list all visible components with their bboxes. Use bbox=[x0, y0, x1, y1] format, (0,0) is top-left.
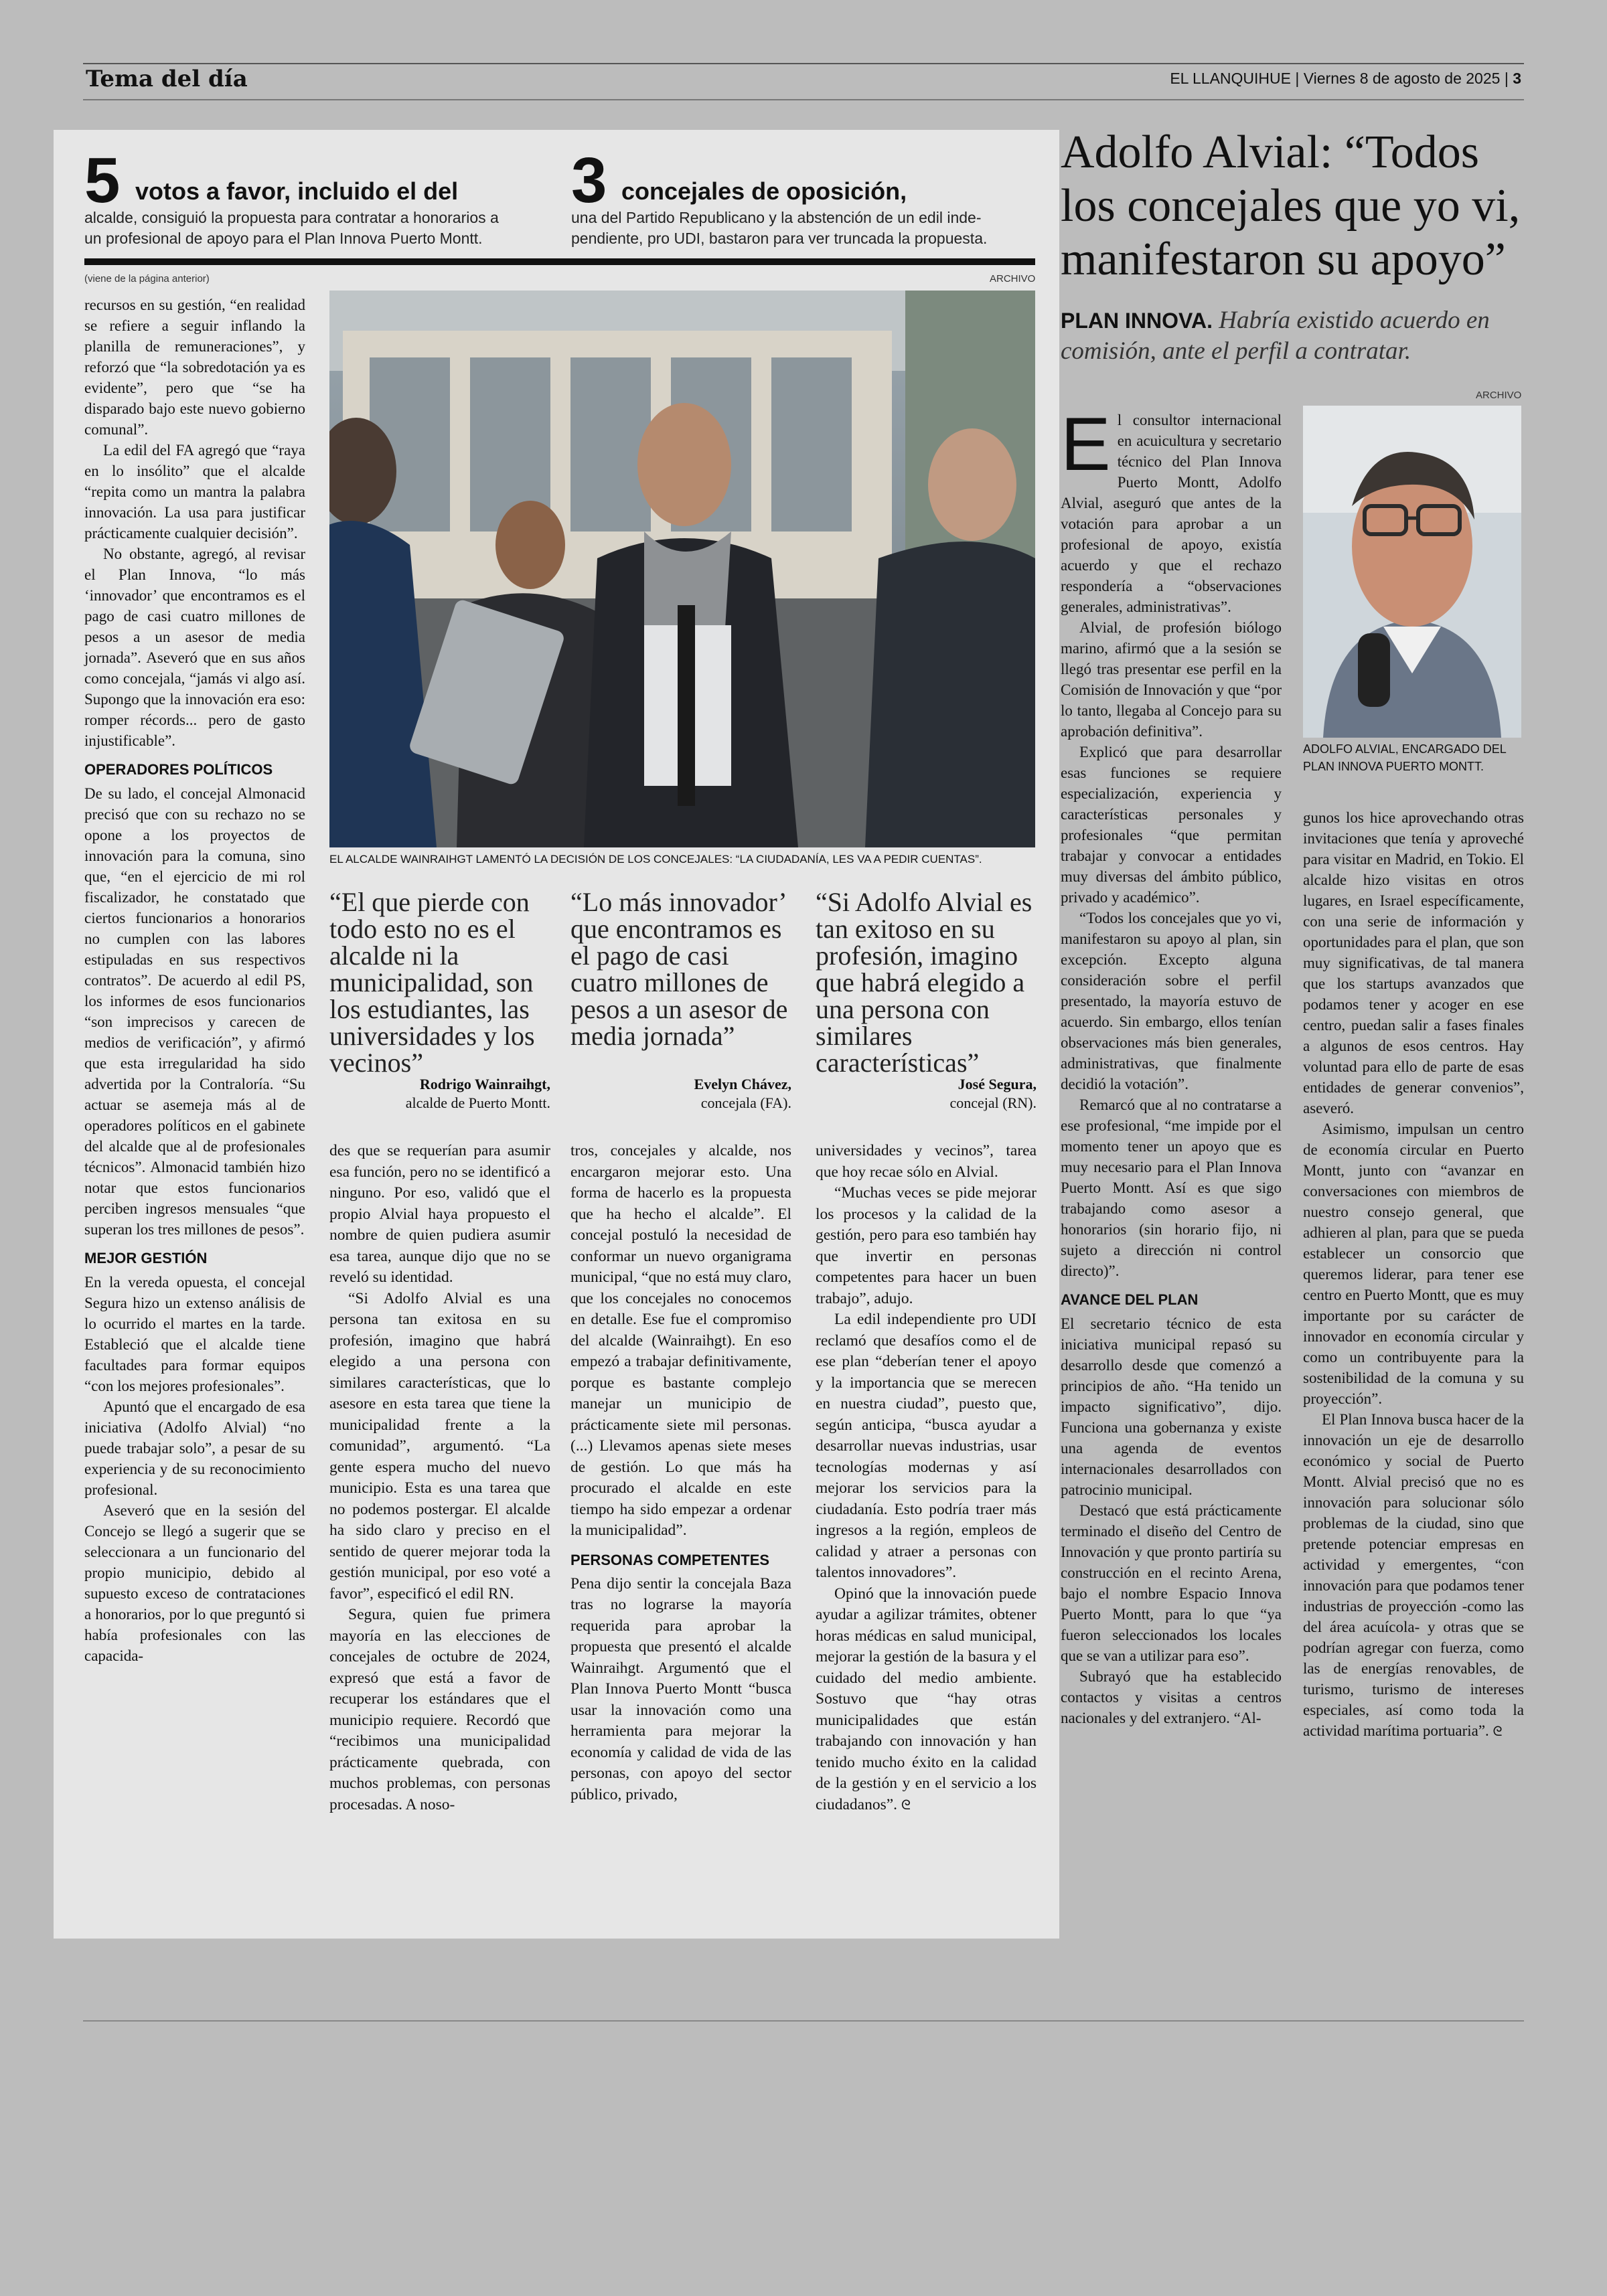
paragraph: Subrayó que ha establecido contactos y visitas a centros nacionales y del extranjero. “Al- bbox=[1061, 1668, 1282, 1726]
paragraph bbox=[816, 1584, 1037, 1816]
section-title: Tema del día bbox=[86, 66, 248, 92]
quote-2: “Lo más innovador’ que encontramos es el pago de casi cuatro millones de pesos a un asesor de media jornada” bbox=[570, 887, 788, 1051]
quote-3-role: concejal (RN). bbox=[949, 1094, 1037, 1111]
article-column-2 bbox=[329, 1141, 550, 1917]
footer-rule bbox=[83, 2020, 1524, 2022]
article-column-1 bbox=[84, 295, 305, 1914]
quote-3-name: José Segura, bbox=[958, 1076, 1037, 1092]
right-column-1 bbox=[1061, 402, 1282, 1916]
subheading: MEJOR GESTIÓN bbox=[84, 1250, 208, 1266]
paragraph: “Muchas veces se pide mejorar los procesos y la calidad de la gestión, pero para eso también hay que invertir en personas competentes para hacer un buen trabajo”, adujo. bbox=[816, 1184, 1037, 1307]
header-rule-top bbox=[83, 63, 1524, 64]
paragraph-text: El Plan Innova busca hacer de la innovación un eje de desarrollo económico y social de Puerto Montt. Alvial precisó que no es innovación para solucionar sólo problemas de la ciudad, sino que pretende potenciar empresas en actividad y emergentes, “con innovación para que podamos tener industrias de proyección -como las del área acuícola- y otras que se podrían agregar con fuerza, como las de energías renovables, de turismo, turismo de intereses especiales, así como toda la actividad marítima portuaria”. bbox=[1303, 1411, 1524, 1739]
subheading: AVANCE DEL PLAN bbox=[1061, 1291, 1199, 1308]
stat-heading: concejales de oposición, bbox=[621, 177, 907, 205]
paper-date: Viernes 8 de agosto de 2025 bbox=[1303, 70, 1501, 87]
quote-2-name: Evelyn Chávez, bbox=[694, 1076, 791, 1092]
portrait-caption-line1: ADOLFO ALVIAL, ENCARGADO DEL bbox=[1303, 742, 1507, 756]
main-photo bbox=[329, 291, 1035, 847]
stat-sub: una del Partido Republicano y la abstención de un edil inde- bbox=[571, 209, 982, 226]
paragraph bbox=[1303, 1409, 1524, 1742]
paragraph: De su lado, el concejal Almonacid precisó que con su rechazo no se opone a los proyectos de innovación para la comuna, sino que, “en el ejercicio de mi rol fiscalizador, he constatado que ciertos funcionarios a honorarios no cumplen con las labores estipuladas en sus respectivos contratos”. De acuerdo al edil PS, los informes de esos funcionarios “son imprecisos y carecen de medios de verificación”, y afirmó que esta irregularidad ha sido advertida por la Contraloría. “Su actuar se asemeja más al de operadores políticos en el gabinete del alcalde que al de profesionales técnicos”. Almonacid también hizo notar que estos funcionarios perciben ingresos mensuales “que superan los tres millones de pesos”. bbox=[84, 785, 305, 1238]
paper-name: EL LLANQUIHUE bbox=[1170, 70, 1291, 87]
portrait-caption bbox=[1303, 740, 1524, 775]
portrait-caption-line2: PLAN INNOVA PUERTO MONTT. bbox=[1303, 760, 1484, 773]
main-photo-image bbox=[329, 291, 1035, 847]
right-kicker bbox=[1061, 305, 1529, 367]
article-column-4 bbox=[816, 1141, 1037, 1917]
drop-cap: E bbox=[1061, 402, 1111, 486]
end-mark: ᘓ bbox=[901, 1796, 911, 1813]
stat-heading: votos a favor, incluido el del bbox=[135, 177, 459, 205]
stats-rule bbox=[84, 258, 1035, 265]
paper-info: EL LLANQUIHUE | Viernes 8 de agosto de 2025 | 3 bbox=[1170, 70, 1521, 87]
page-number: 3 bbox=[1513, 70, 1521, 87]
archive-credit: ARCHIVO bbox=[1476, 390, 1522, 401]
quote-1: “El que pierde con todo esto no es el alcalde ni la municipalidad, son los estudiantes, las universidades y los vecinos” bbox=[329, 887, 535, 1078]
stat-sub: pendiente, pro UDI, bastaron para ver truncada la propuesta. bbox=[571, 230, 988, 247]
quote-2-author bbox=[570, 1075, 791, 1113]
header-rule-bottom bbox=[83, 99, 1524, 100]
kicker-label: PLAN INNOVA. bbox=[1061, 309, 1213, 333]
paragraph: Explicó que para desarrollar esas funciones se requiere especialización, experiencia y características personales y profesionales “que permitan trabajar y convocar a entidades muy diversas del ámbito público, privado y académico”. bbox=[1061, 744, 1282, 906]
subheading: OPERADORES POLÍTICOS bbox=[84, 761, 273, 778]
end-mark: ᘓ bbox=[1493, 1723, 1503, 1739]
subheading: PERSONAS COMPETENTES bbox=[570, 1551, 770, 1568]
paragraph: recursos en su gestión, “en realidad se refiere a seguir inflando la planilla de remuneraciones”, y reforzó que “la sobredotación ya es evidente”, pero que “se ha disparado bajo este nuevo gobierno comunal”. bbox=[84, 297, 305, 438]
paragraph: La edil del FA agregó que “raya en lo insólito” que el alcalde “repita como un mantra la palabra innovación. La usa para justificar prácticamente cualquier decisión”. bbox=[84, 442, 305, 542]
portrait-photo bbox=[1303, 406, 1521, 738]
paragraph: Asimismo, impulsan un centro de economía circular en Puerto Montt, junto con “avanzar en conversaciones con miembros de nuestro consejo general, que adhieren al plan, para que se pueda establecer un consorcio que queremos liderar, para tener ese centro en Puerto Montt, que es muy importante por su carácter de innovador en economía circular y como un contribuyente para la sostenibilidad de la comuna y su proyección”. bbox=[1303, 1121, 1524, 1407]
paragraph: Destacó que está prácticamente terminado el diseño del Centro de Innovación y que pronto partiría su construcción en el recinto Arena, bajo el nombre Espacio Innova Puerto Montt, para lo que “ya fueron seleccionados los locales que se van a utilizar para eso”. bbox=[1061, 1502, 1282, 1664]
paragraph: Segura, quien fue primera mayoría en las elecciones de concejales de octubre de 2024, expresó que está a favor de recuperar los estándares que el municipio requiere. Recordó que “recibimos una municipalidad prácticamente quebrada, con muchos problemas, con personas procesadas. A noso- bbox=[329, 1606, 550, 1813]
paragraph: Apuntó que el encargado de esa iniciativa (Adolfo Alvial) “no puede trabajar solo”, a pesar de su experiencia y de su reconocimiento profesional. bbox=[84, 1398, 305, 1498]
paragraph: El secretario técnico de esta iniciativa municipal repasó su desarrollo desde que comenzó a principios de año. “Ha tenido un impacto significativo”, dijo. Funciona una gobernanza y existe una agenda de eventos internacionales desarrollados con patrocinio municipal. bbox=[1061, 1315, 1282, 1498]
article-column-3 bbox=[570, 1141, 791, 1917]
quote-3-author bbox=[816, 1075, 1037, 1113]
stat-sub: un profesional de apoyo para el Plan Innova Puerto Montt. bbox=[84, 230, 483, 247]
kicker-text: Habría existido acuerdo en comisión, ante el perfil a contratar. bbox=[1061, 307, 1490, 365]
right-column-2 bbox=[1303, 807, 1524, 1918]
paragraph bbox=[1061, 402, 1282, 617]
main-photo-caption: EL ALCALDE WAINRAIHGT LAMENTÓ LA DECISIÓN DE LOS CONCEJALES: “LA CIUDADANÍA, LES VA A PEDIR CUENTAS”. bbox=[329, 853, 982, 866]
paragraph: “Si Adolfo Alvial es una persona tan exitosa en su profesión, imagino que habrá elegido a una persona con similares características, que lo asesore en esta tarea que tiene la municipalidad frente a la comunidad”, argumentó. “La gente espera mucho del nuevo municipio. Esta es una tarea que no podemos postergar. El alcalde ha sido claro y preciso en el sentido de querer mejorar toda la gestión municipal, por eso voté a favor”, especificó el edil RN. bbox=[329, 1289, 550, 1603]
quote-1-role: alcalde de Puerto Montt. bbox=[405, 1094, 550, 1111]
quote-1-author bbox=[329, 1075, 550, 1113]
paragraph: La edil independiente pro UDI reclamó que desafíos como el de ese plan “deberían tener el apoyo y la importancia que se merecen en nuestra ciudad”, puesto que, según anticipa, “busca ayudar a desarrollar nuevas industrias, usar tecnologías modernas y así mejorar los servicios para la ciudadanía. Esto podría traer más ingresos a la región, empleos de calidad y atraer a personas con talentos innovadores”. bbox=[816, 1311, 1037, 1581]
paragraph: No obstante, agregó, al revisar el Plan Innova, “lo más ‘innovador’ que encontramos es el pago de casi cuatro millones de pesos a un asesor de media jornada”. Aseveró que en sus años como concejala, “jamás vi algo así. Supongo que la innovación era eso: romper récords... pero de gasto injustificable”. bbox=[84, 546, 305, 749]
quote-2-role: concejala (FA). bbox=[700, 1094, 791, 1111]
stat-number: 5 bbox=[84, 145, 121, 216]
paragraph: Alvial, de profesión biólogo marino, afirmó que a la sesión se llegó tras presentar ese perfil en la Comisión de Innovación y que “por lo tanto, llegaba al Concejo para su aprobación definitiva”. bbox=[1061, 619, 1282, 740]
portrait-image bbox=[1303, 406, 1521, 738]
paragraph: En la vereda opuesta, el concejal Segura hizo un extenso análisis de lo ocurrido el martes en la tarde. Estableció que el alcalde tiene facultades para formar equipos “con los mejores profesionales”. bbox=[84, 1274, 305, 1394]
paragraph: tros, concejales y alcalde, nos encargaron mejorar esto. Una forma de hacerlo es la propuesta que ha hecho el alcalde”. El concejal postuló la necesidad de conformar un nuevo organigrama municipal, “que no está muy claro, que los concejales no conocemos en detalle. Ese fue el compromiso del alcalde (Wainraihgt). En eso empezó a trabajar definitivamente, porque es bastante complejo manejar un municipio de prácticamente siete mil personas. (...) Llevamos apenas siete meses de gestión. Lo que más ha procurado el alcalde en este tiempo ha sido empezar a ordenar la municipalidad”. bbox=[570, 1142, 791, 1539]
paragraph: Aseveró que en la sesión del Concejo se llegó a sugerir que se seleccionara a un funcionario del propio municipio, debido al supuesto exceso de contrataciones a honorarios, por lo que preguntó si había profesionales con las capacida- bbox=[84, 1502, 305, 1664]
quote-3: “Si Adolfo Alvial es tan exitoso en su profesión, imagino que habrá elegido a una persona con similares características” bbox=[816, 887, 1032, 1078]
continued-note: (viene de la página anterior) bbox=[84, 273, 210, 284]
quote-1-name: Rodrigo Wainraihgt, bbox=[419, 1076, 550, 1092]
paragraph: “Todos los concejales que yo vi, manifestaron su apoyo al plan, sin excepción. Excepto alguna consideración sobre el perfil presentado, la mayoría estuvo de acuerdo. Sin embargo, ellos tenían observaciones más bien generales, administrativas, que finalmente decidió la votación”. bbox=[1061, 910, 1282, 1092]
paragraph: Remarcó que al no contratarse a ese profesional, “me impide por el momento tener un apoyo que es muy necesario para el Plan Innova Puerto Montt. Así es que sigo trabajando como asesor a honorarios (sin horario fijo, ni sujeto a dirección ni control directo)”. bbox=[1061, 1096, 1282, 1279]
paragraph: Pena dijo sentir la concejala Baza tras no lograrse la mayoría requerida para aprobar la propuesta que presentó el alcalde Wainraihgt. Argumentó que el Plan Innova Puerto Montt “busca usar la innovación como una herramienta para mejorar la economía y calidad de vida de las personas, con apoyo del sector público, privado, bbox=[570, 1574, 791, 1803]
paragraph: gunos los hice aprovechando otras invitaciones que tenía y aproveché para visitar en Madrid, en Tokio. El alcalde hizo visitas en otros lugares, en Israel específicamente, con una serie de información y oportunidades para el plan, que son muy significativas, de tal manera que los startups avanzados que podamos tener y acoger en ese centro, puedan salir a fases finales a algunos de esos centros. Hay voluntad para ello de parte de esas entidades de generar convenios”, aseveró. bbox=[1303, 809, 1524, 1117]
right-headline: Adolfo Alvial: “Todos los concejales que yo vi, manifestaron su apoyo” bbox=[1061, 127, 1521, 285]
paragraph: des que se requerían para asumir esa función, pero no se identificó a ninguno. Por eso, validó que el propio Alvial haya propuesto el nombre de quien pudiera asumir esa tarea, aunque dijo que no se reveló su identidad. bbox=[329, 1142, 550, 1286]
archive-credit: ARCHIVO bbox=[990, 273, 1036, 284]
stat-sub: alcalde, consiguió la propuesta para contratar a honorarios a bbox=[84, 209, 499, 226]
paragraph-text: l consultor internacional en acuicultura y secretario técnico del Plan Innova Puerto Montt, Adolfo Alvial, aseguró que antes de la votación para aprobar a un profesional de apoyo, existía acuerdo y que el rechazo respondería a “observaciones generales, administrativas”. bbox=[1061, 412, 1282, 615]
paragraph: universidades y vecinos”, tarea que hoy recae sólo en Alvial. bbox=[816, 1142, 1037, 1181]
paragraph-text: Opinó que la innovación puede ayudar a agilizar trámites, obtener horas médicas en salud municipal, mejorar la gestión de la basura y el cuidado del medio ambiente. Sostuvo que “hay otras municipalidades que están trabajando con innovación y han tenido mucho éxito en la calidad de la gestión y en el servicio a los ciudadanos”. bbox=[816, 1584, 1037, 1813]
stat-number: 3 bbox=[571, 145, 607, 216]
